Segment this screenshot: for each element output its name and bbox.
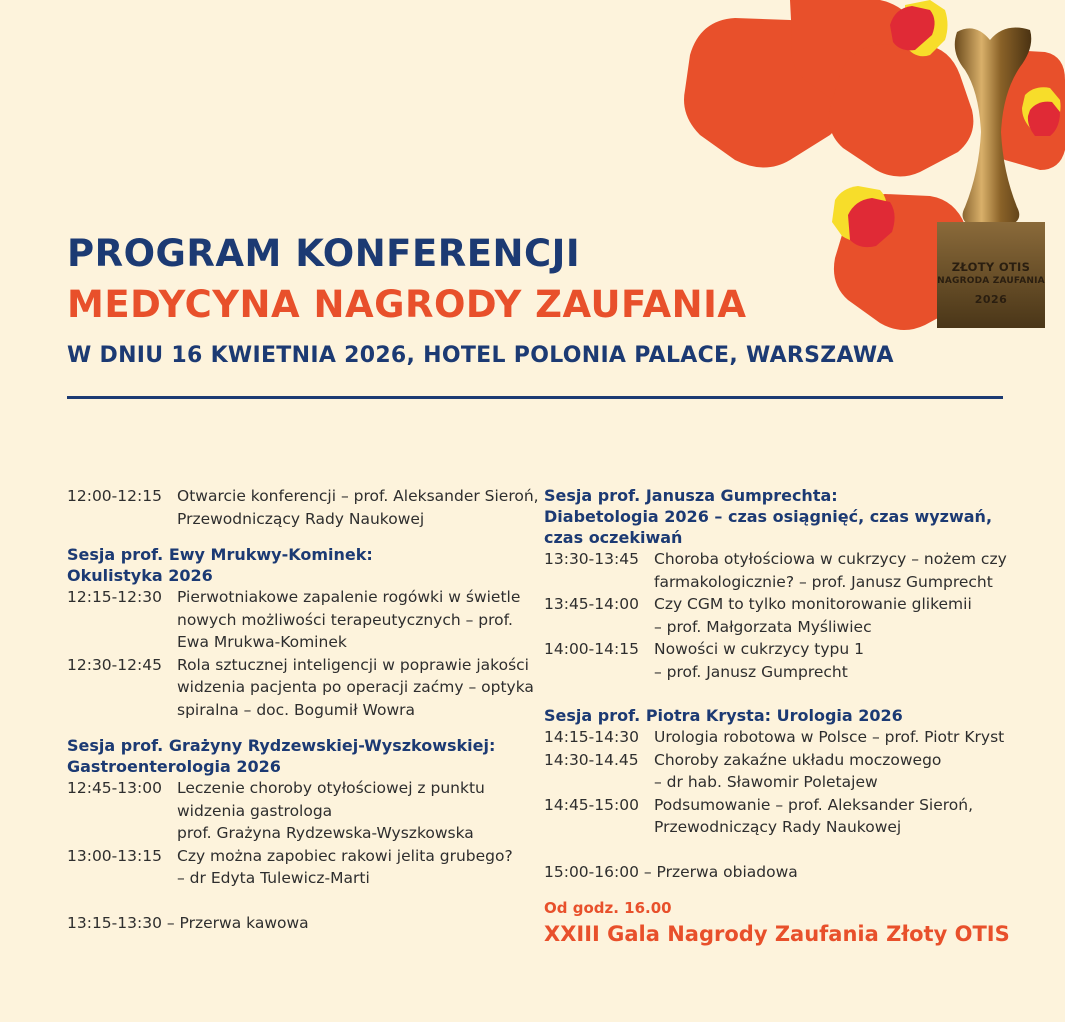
agenda-line: Choroby zakaźne układu moczowego xyxy=(654,750,942,769)
agenda-description xyxy=(654,593,1014,638)
agenda-line: Ewa Mrukwa-Kominek xyxy=(177,633,347,651)
agenda-line: nowych możliwości terapeutycznych – prof. xyxy=(177,610,513,629)
coffee-break: 13:15-13:30 – Przerwa kawowa xyxy=(67,913,309,932)
agenda-item-opening xyxy=(67,485,539,530)
spacer xyxy=(544,839,1014,861)
agenda-line: Pierwotniakowe zapalenie rogówki w świetle xyxy=(177,588,521,606)
trophy-label-award: NAGRODA ZAUFANIA xyxy=(937,276,1045,286)
agenda-line: Przewodniczący Rady Naukowej xyxy=(654,818,902,836)
agenda-line: widzenia pacjenta po operacji zaćmy – optyka xyxy=(177,678,534,696)
session-title-gastroenterologia xyxy=(67,735,507,777)
agenda-item xyxy=(544,794,1014,839)
agenda-item xyxy=(67,845,513,890)
agenda-line: Otwarcie konferencji – prof. Aleksander Sieroń, xyxy=(177,487,539,505)
agenda-description xyxy=(654,548,1014,593)
spacer xyxy=(67,890,507,912)
page-title: PROGRAM KONFERENCJI xyxy=(67,232,581,275)
agenda-description xyxy=(177,654,534,722)
agenda-time: 13:00-13:15 xyxy=(67,846,162,865)
session-title-diabetologia xyxy=(544,485,1014,548)
agenda-line: – prof. Małgorzata Myśliwiec xyxy=(654,617,872,636)
agenda-time: 12:45-13:00 xyxy=(67,779,162,797)
agenda-description xyxy=(177,845,513,890)
agenda-item xyxy=(544,638,1014,683)
program-left-column xyxy=(67,485,539,934)
header-divider xyxy=(67,396,1003,399)
agenda-line: – dr Edyta Tulewicz-Marti xyxy=(177,869,370,887)
agenda-time: 12:30-12:45 xyxy=(67,655,162,674)
session-title-okulistyka xyxy=(67,544,507,586)
agenda-item xyxy=(67,777,507,845)
agenda-item xyxy=(544,548,1014,593)
agenda-line: widzenia gastrologa xyxy=(177,801,333,820)
agenda-line: Leczenie choroby otyłościowej z punktu xyxy=(177,779,485,797)
session-title-line: Okulistyka 2026 xyxy=(67,566,213,585)
agenda-line: Nowości w cukrzycy typu 1 xyxy=(654,640,864,658)
session-title-line: czas oczekiwań xyxy=(544,528,683,547)
agenda-time: 12:00-12:15 xyxy=(67,487,162,505)
gala-title: XXIII Gala Nagrody Zaufania Złoty OTIS xyxy=(544,922,1010,946)
agenda-time: 14:30-14.45 xyxy=(544,750,639,769)
spacer xyxy=(544,883,1014,897)
agenda-line: – dr hab. Sławomir Poletajew xyxy=(654,773,878,791)
lunch-break: 15:00-16:00 – Przerwa obiadowa xyxy=(544,862,798,881)
agenda-description xyxy=(177,485,539,530)
agenda-time: 12:15-12:30 xyxy=(67,588,162,606)
agenda-description xyxy=(177,777,507,845)
trophy-image xyxy=(935,22,1047,328)
session-title-line: Sesja prof. Piotra Krysta: Urologia 2026 xyxy=(544,706,903,725)
session-title-line: Diabetologia 2026 – czas osiągnięć, czas wyzwań, xyxy=(544,507,993,526)
session-title-line: Sesja prof. Grażyny Rydzewskiej-Wyszkowskiej: xyxy=(67,736,496,755)
agenda-time: 13:45-14:00 xyxy=(544,595,639,613)
agenda-item xyxy=(544,749,1014,794)
agenda-description xyxy=(654,749,1014,794)
agenda-line: Urologia robotowa w Polsce – prof. Piotr Kryst xyxy=(654,728,1005,746)
agenda-line: – prof. Janusz Gumprecht xyxy=(654,662,848,681)
session-title-line: Gastroenterologia 2026 xyxy=(67,757,281,776)
agenda-description xyxy=(654,794,1014,839)
agenda-line: Czy można zapobiec rakowi jelita grubego? xyxy=(177,846,513,865)
agenda-item xyxy=(67,654,534,722)
decorative-hexagons xyxy=(0,0,1065,400)
agenda-line: Choroba otyłościowa w cukrzycy – nożem czy xyxy=(654,550,1007,568)
agenda-line: Podsumowanie – prof. Aleksander Sieroń, xyxy=(654,795,974,814)
trophy-label-year: 2026 xyxy=(974,293,1008,306)
agenda-item xyxy=(67,586,521,654)
agenda-line: Przewodniczący Rady Naukowej xyxy=(177,509,425,528)
gala-time: Od godz. 16.00 xyxy=(544,899,672,917)
agenda-line: Czy CGM to tylko monitorowanie glikemii xyxy=(654,595,972,613)
agenda-time: 14:00-14:15 xyxy=(544,640,639,658)
agenda-item xyxy=(544,593,1014,638)
agenda-line: farmakologicznie? – prof. Janusz Gumprecht xyxy=(654,572,993,591)
conference-name: MEDYCYNA NAGRODY ZAUFANIA xyxy=(67,283,747,326)
agenda-line: spiralna – doc. Bogumił Wowra xyxy=(177,700,415,719)
program-right-column xyxy=(544,485,1014,949)
agenda-item xyxy=(544,726,1014,749)
session-title-line: Sesja prof. Janusza Gumprechta: xyxy=(544,486,838,505)
trophy-label-name: ZŁOTY OTIS xyxy=(951,260,1031,274)
agenda-description xyxy=(654,638,1014,683)
agenda-description xyxy=(654,726,1014,749)
agenda-time: 14:15-14:30 xyxy=(544,728,639,746)
session-title-line: Sesja prof. Ewy Mrukwy-Kominek: xyxy=(67,545,373,564)
agenda-time: 13:30-13:45 xyxy=(544,550,639,568)
agenda-line: Rola sztucznej inteligencji w poprawie jakości xyxy=(177,655,529,674)
agenda-description xyxy=(177,586,520,654)
agenda-time: 14:45-15:00 xyxy=(544,795,639,814)
session-title-urologia xyxy=(544,705,1014,726)
date-venue: W DNIU 16 KWIETNIA 2026, HOTEL POLONIA PALACE, WARSZAWA xyxy=(67,343,894,368)
agenda-line: prof. Grażyna Rydzewska-Wyszkowska xyxy=(177,824,474,842)
